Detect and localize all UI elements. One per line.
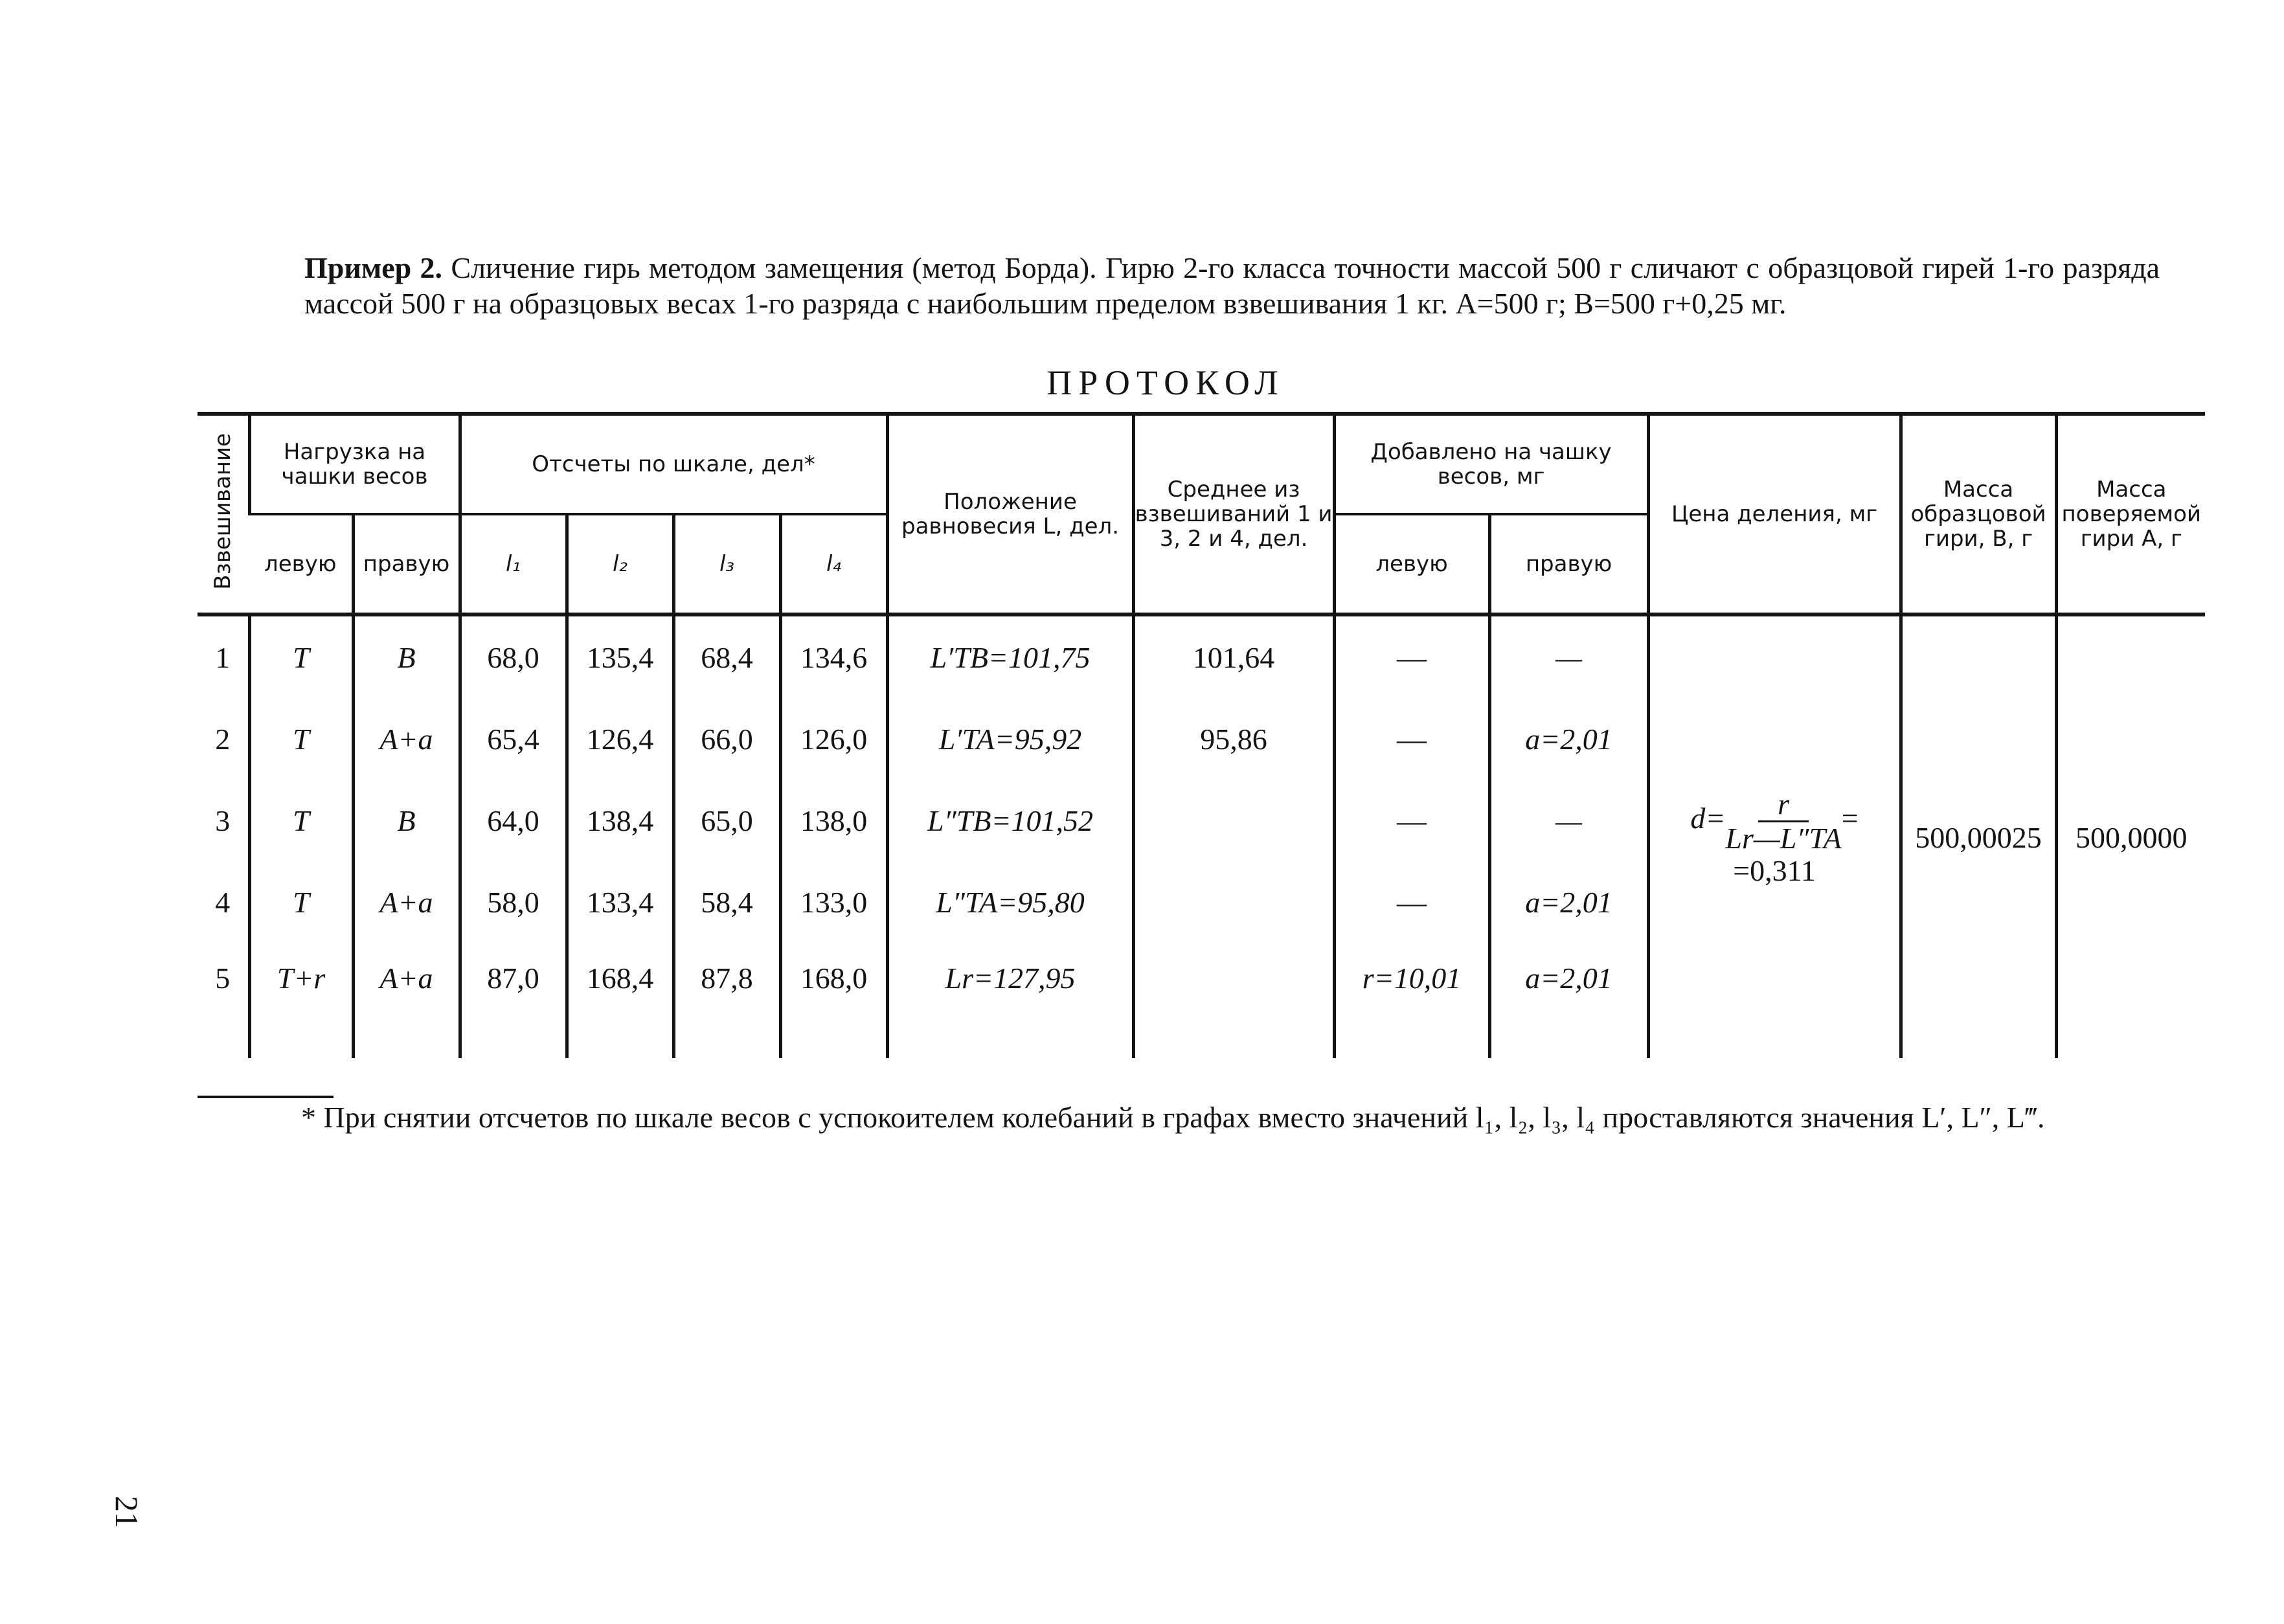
header-mean: Среднее из взвешиваний 1 и 3, 2 и 4, дел.: [1133, 414, 1334, 615]
formula-suffix: =: [1841, 801, 1859, 835]
cell-l3: 65,0: [673, 780, 780, 861]
example-text: Сличение гирь методом замещения (метод Борда). Гирю 2-го класса точности массой 500 г сличают с образцовой гирей 1-го разряда массой 500 г на образцовых весах 1-го разряда с наибольшим пределом взвешивания 1 кг. A=500 г; B=500 г+0,25 мг.: [304, 251, 2160, 320]
cell-l1: 58,0: [460, 861, 567, 943]
cell-mean: 101,64: [1133, 615, 1334, 698]
cell-added-left: —: [1334, 615, 1489, 698]
header-ref-mass: Масса образцовой гири, B, г: [1901, 414, 2056, 615]
cell-l3: 87,8: [673, 943, 780, 1058]
header-l2: l₂: [567, 514, 673, 615]
header-load-left: левую: [264, 551, 337, 577]
cell-load-left: T+r: [249, 943, 353, 1058]
cell-l1: 87,0: [460, 943, 567, 1058]
cell-n: 4: [215, 885, 231, 919]
header-l1: l₁: [460, 514, 567, 615]
header-added: Добавлено на чашку весов, мг: [1334, 414, 1648, 514]
cell-l4: 133,0: [780, 861, 887, 943]
header-test-mass: Масса поверяемой гири A, г: [2056, 414, 2205, 615]
cell-load-right: A+a: [353, 943, 460, 1058]
cell-added-left: r=10,01: [1334, 943, 1489, 1058]
cell-mean: [1133, 943, 1334, 1058]
footnote-divider: [198, 1096, 334, 1098]
cell-equilibrium: L′TB=101,75: [887, 615, 1133, 698]
header-equilibrium: Положение равновесия L, дел.: [887, 414, 1133, 615]
cell-added-right: —: [1489, 615, 1648, 698]
cell-l1: 64,0: [460, 780, 567, 861]
intro-text-wrapper: [198, 250, 2160, 321]
cell-load-left: T: [249, 615, 353, 698]
cell-equilibrium: L′TA=95,92: [887, 698, 1133, 780]
cell-n: 3: [215, 804, 231, 837]
footnote-text: * При снятии отсчетов по шкале весов с успокоителем колебаний в графах вместо значений l₁, l₂, l₃, l₄ проставляются значения L′, L″, L‴.: [301, 1101, 2045, 1134]
cell-l2: 138,4: [567, 780, 673, 861]
cell-l1: 65,4: [460, 698, 567, 780]
cell-load-left: T: [249, 861, 353, 943]
cell-l2: 168,4: [567, 943, 673, 1058]
cell-l3: 68,4: [673, 615, 780, 698]
header-load-right: правую: [353, 514, 460, 615]
cell-l4: 138,0: [780, 780, 887, 861]
cell-added-left: —: [1334, 698, 1489, 780]
cell-l2: 135,4: [567, 615, 673, 698]
cell-l3: 58,4: [673, 861, 780, 943]
cell-test-mass-value: 500,0000: [2056, 615, 2205, 1058]
header-readings: Отсчеты по шкале, дел*: [460, 414, 887, 514]
intro-paragraph: [198, 250, 2160, 321]
cell-l2: 126,4: [567, 698, 673, 780]
cell-added-left: —: [1334, 861, 1489, 943]
header-weighing: Взвешивание: [198, 414, 249, 615]
protocol-title: ПРОТОКОЛ: [1046, 363, 1285, 402]
cell-ref-mass-value: 500,00025: [1901, 615, 2056, 1058]
cell-equilibrium: Lr=127,95: [887, 943, 1133, 1058]
cell-l2: 133,4: [567, 861, 673, 943]
header-l4: l₄: [780, 514, 887, 615]
cell-mean: [1133, 780, 1334, 861]
table-row: [198, 615, 2205, 698]
formula-fraction: [1725, 788, 1841, 855]
header-l3: l₃: [673, 514, 780, 615]
cell-division-formula: [1648, 615, 1901, 1058]
cell-mean: 95,86: [1133, 698, 1334, 780]
footnote: [198, 1100, 2160, 1135]
header-added-left: левую: [1334, 514, 1489, 615]
page-number: 21: [109, 1496, 145, 1528]
cell-l3: 66,0: [673, 698, 780, 780]
cell-load-right: B: [353, 780, 460, 861]
formula-prefix: d=: [1690, 801, 1726, 835]
header-added-right: правую: [1489, 514, 1648, 615]
cell-load-right: B: [353, 615, 460, 698]
cell-load-right: A+a: [353, 698, 460, 780]
cell-mean: [1133, 861, 1334, 943]
formula-denominator: Lr—L″TA: [1725, 821, 1842, 855]
protocol-table: [198, 412, 2205, 1058]
formula-value: =0,311: [1733, 853, 1816, 887]
cell-load-left: T: [249, 780, 353, 861]
cell-n: 2: [215, 722, 231, 756]
cell-l4: 134,6: [780, 615, 887, 698]
cell-added-right: a=2,01: [1489, 698, 1648, 780]
cell-equilibrium: L″TA=95,80: [887, 861, 1133, 943]
formula-numerator: r: [1758, 788, 1809, 822]
cell-added-right: a=2,01: [1489, 861, 1648, 943]
cell-equilibrium: L″TB=101,52: [887, 780, 1133, 861]
cell-load-right: A+a: [353, 861, 460, 943]
cell-load-left: T: [249, 698, 353, 780]
cell-added-right: a=2,01: [1489, 943, 1648, 1058]
cell-l4: 126,0: [780, 698, 887, 780]
header-load: Нагрузка на чашки весов: [249, 414, 460, 514]
cell-l1: 68,0: [460, 615, 567, 698]
cell-l4: 168,0: [780, 943, 887, 1058]
cell-n: 5: [215, 962, 231, 995]
header-division: Цена деления, мг: [1648, 414, 1901, 615]
cell-added-right: —: [1489, 780, 1648, 861]
cell-added-left: —: [1334, 780, 1489, 861]
example-label: Пример 2.: [304, 251, 443, 284]
cell-n: 1: [198, 615, 249, 698]
